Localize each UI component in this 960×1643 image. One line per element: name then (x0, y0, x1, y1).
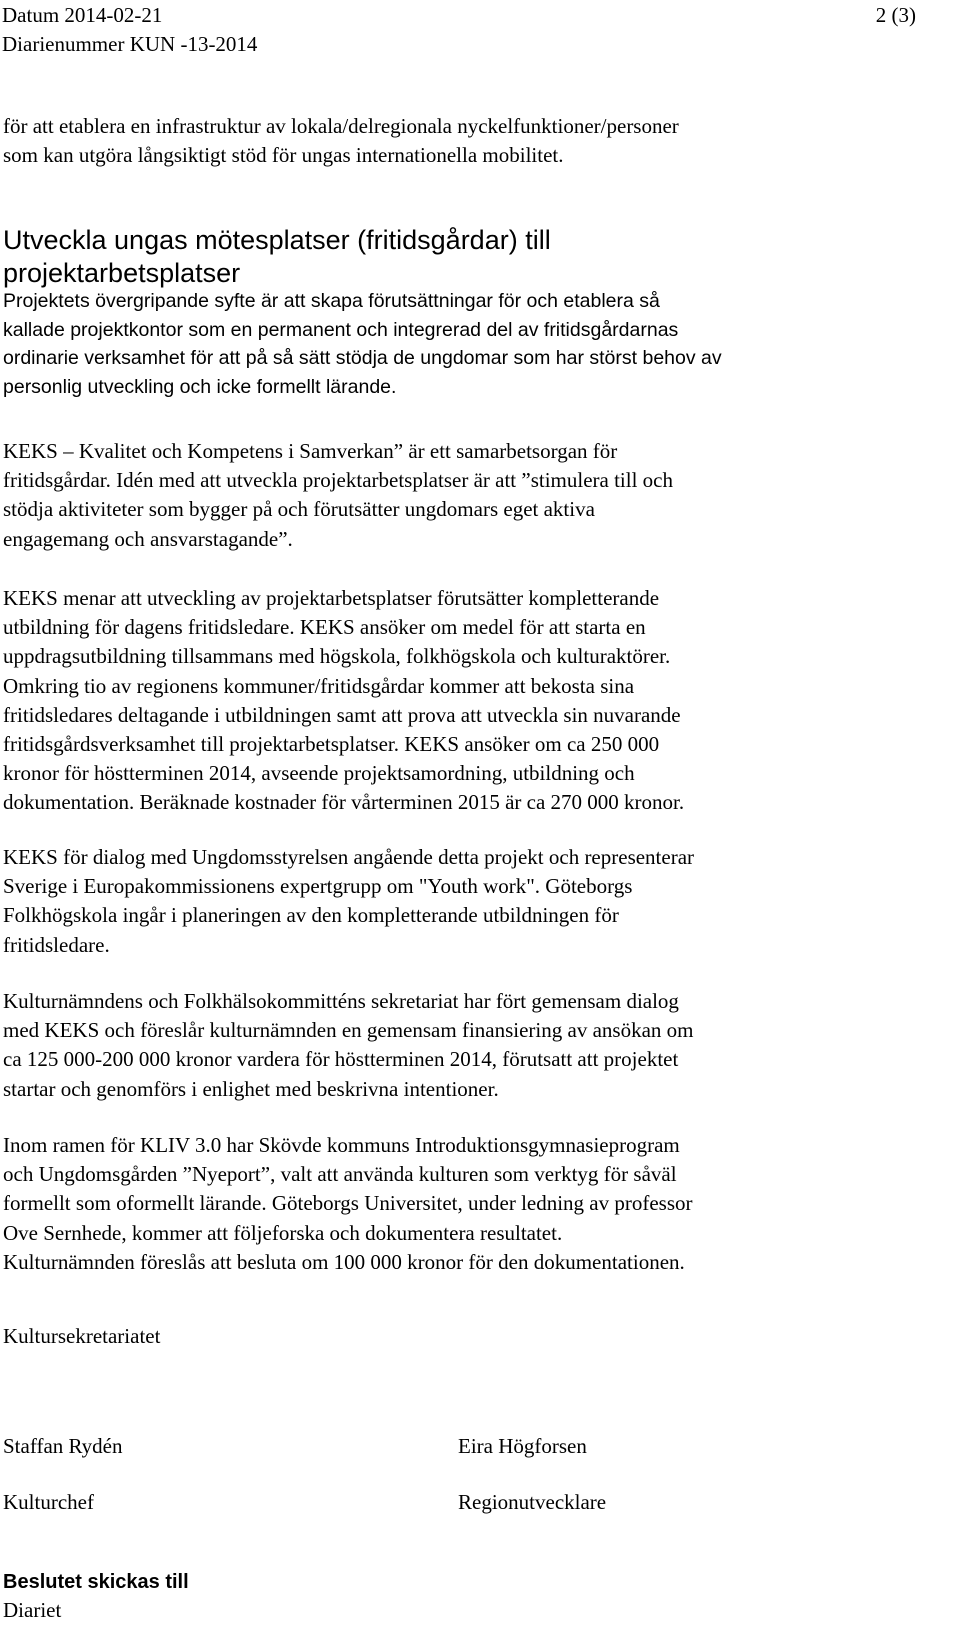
page-number: 2 (3) (875, 3, 916, 27)
distribution-heading: Beslutet skickas till (3, 1571, 189, 1593)
purpose-paragraph: Projektets övergripande syfte är att skapa förutsättningar för och etablera så kallade projektkontor som en permanent och integrerad del av fritidsgårdarnas ordinarie verksamhet för att på så sätt stödja de ungdomar som har störst behov av personlig utveckling och icke formellt lärande. (3, 290, 722, 398)
section-heading: Utveckla ungas mötesplatser (fritidsgårdar) till projektarbetsplatser (3, 225, 551, 288)
signatory-name: Eira Högforsen (458, 1434, 587, 1458)
keks-intro-paragraph: KEKS – Kvalitet och Kompetens i Samverkan” är ett samarbetsorgan för fritidsgårdar. Idén med att utveckla projektarbetsplatser är att ”stimulera till och stödja aktiviteter som bygger på och förutsätter ungdomars eget aktiva engagemang och ansvarstagande”. (3, 439, 674, 551)
signatory-title: Kulturchef (3, 1490, 94, 1514)
intro-paragraph: för att etablera en infrastruktur av lokala/delregionala nyckelfunktioner/personer som kan utgöra långsiktigt stöd för ungas internationella mobilitet. (3, 114, 679, 168)
keks-education-paragraph: KEKS menar att utveckling av projektarbetsplatser förutsätter kompletterande utbildning för dagens fritidsledare. KEKS ansöker om medel för att starta en uppdragsutbildning tillsammans med högskola, folkhögskola och kulturaktörer. Omkring tio av regionens kommuner/fritidsgårdar kommer att bekosta sina fritidsledares deltagande i utbildningen samt att prova att utveckla sin nuvarande fritidsgårdsverksamhet till projektarbetsplatser. KEKS ansöker om ca 250 000 kronor för höstterminen 2014, avseende projektsamordning, utbildning och dokumentation. Beräknade kostnader för vårterminen 2015 är ca 270 000 kronor. (3, 586, 685, 815)
signature-left (3, 1404, 123, 1544)
document-header (2, 1, 257, 59)
signatory-name: Staffan Rydén (3, 1434, 123, 1458)
diarienummer-line: Diarienummer KUN -13-2014 (2, 32, 258, 56)
kliv-paragraph: Inom ramen för KLIV 3.0 har Skövde kommuns Introduktionsgymnasieprogram och Ungdomsgården ”Nyeport”, valt att använda kulturen som verktyg för såväl formellt som oformellt lärande. Göteborgs Universitet, under ledning av professor Ove Sernhede, kommer att följeforska och dokumentera resultatet. Kulturnämnden föreslås att besluta om 100 000 kronor för den dokumentationen. (3, 1133, 693, 1274)
signature-office: Kultursekretariatet (3, 1324, 161, 1348)
signatory-title: Regionutvecklare (458, 1490, 607, 1514)
keks-dialog-paragraph: KEKS för dialog med Ungdomsstyrelsen angående detta projekt och representerar Sverige i Europakommissionens expertgrupp om "Youth work". Göteborgs Folkhögskola ingår i planeringen av den kompletterande utbildningen för fritidsledare. (3, 845, 695, 957)
signature-right (458, 1404, 606, 1544)
secretariat-paragraph: Kulturnämndens och Folkhälsokommitténs sekretariat har fört gemensam dialog med KEKS och föreslår kulturnämnden en gemensam finansiering av ansökan om ca 125 000-200 000 kronor vardera för höstterminen 2014, förutsatt att projektet startar och genomförs i enlighet med beskrivna intentioner. (3, 989, 694, 1101)
date-line: Datum 2014-02-21 (2, 3, 163, 27)
distribution-recipient: Diariet (3, 1598, 62, 1622)
